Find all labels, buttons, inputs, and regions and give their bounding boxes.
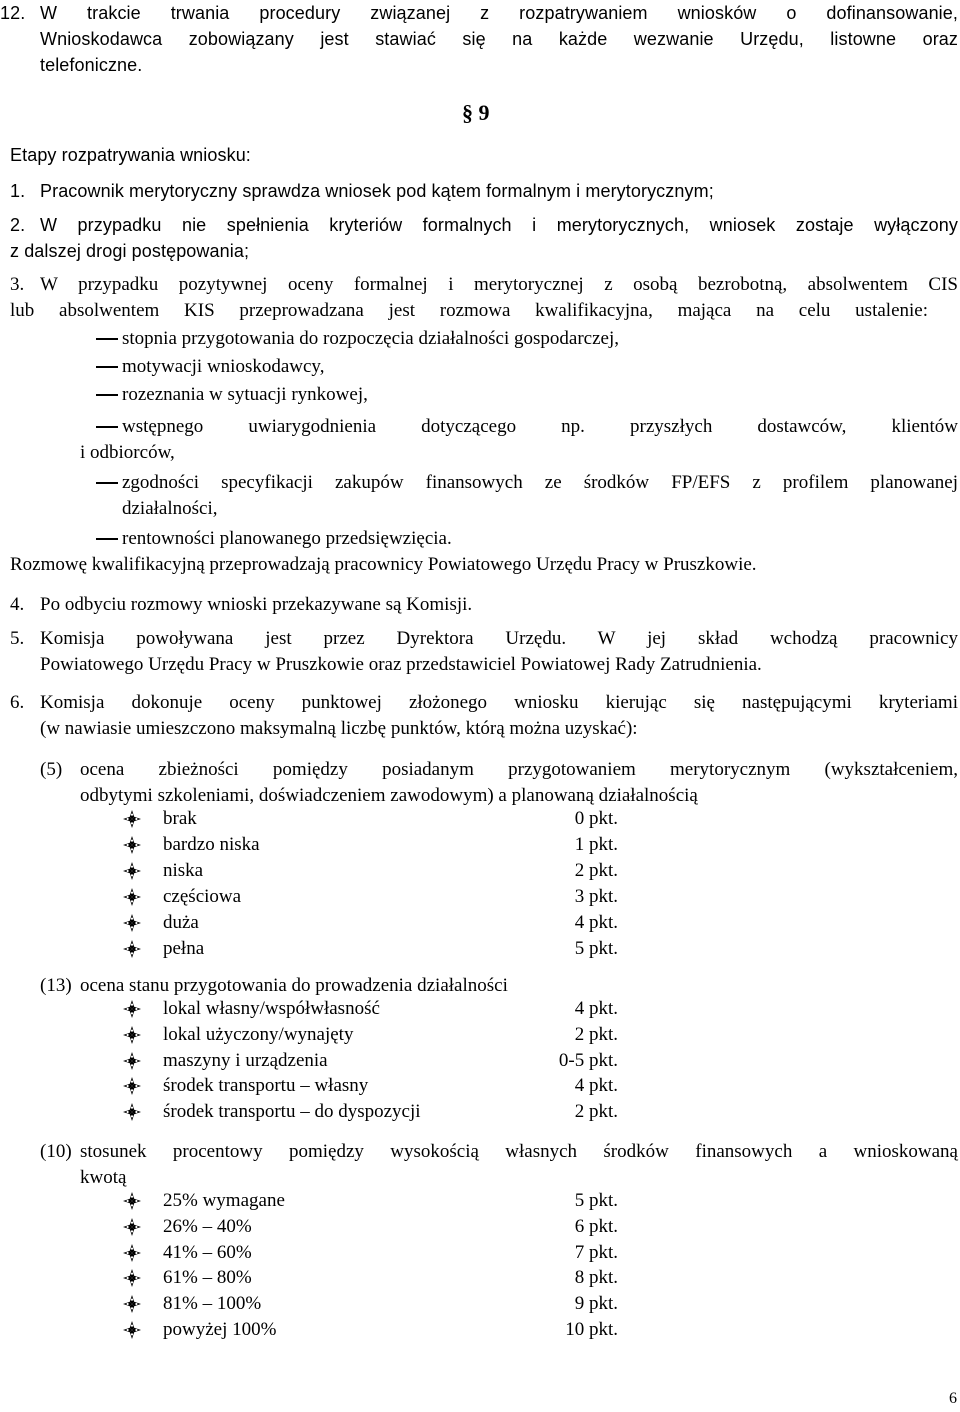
criterion-option-label: środek transportu – do dyspozycji bbox=[163, 1101, 421, 1123]
criterion-option-label: 61% – 80% bbox=[163, 1267, 252, 1289]
dash-bullet bbox=[96, 482, 118, 484]
criterion-option-label: pełna bbox=[163, 938, 205, 959]
diamond-bullet-icon bbox=[122, 939, 142, 959]
section-number: 9 bbox=[478, 100, 490, 125]
step-2-number: 2. bbox=[10, 215, 26, 235]
dash-bullet bbox=[96, 338, 118, 340]
criterion-option-points: 4 pkt. bbox=[574, 912, 618, 933]
criterion-max-points: (13) bbox=[40, 975, 72, 996]
item-12-line2: Wnioskodawca zobowiązany jest stawiać się na każde wezwanie Urzędu, listowne oraz bbox=[40, 29, 958, 49]
step-3-dash-5-line1: zgodności specyfikacji zakupów finansowych ze środków FP/EFS z profilem planowanej bbox=[122, 472, 958, 493]
step-5-number: 5. bbox=[10, 628, 25, 649]
step-2-line2: z dalszej drogi postępowania; bbox=[10, 241, 250, 261]
criterion-3-line2: kwotą bbox=[80, 1167, 127, 1188]
criterion-2-line1: ocena stanu przygotowania do prowadzenia działalności bbox=[80, 975, 508, 996]
criterion-option-points: 1 pkt. bbox=[574, 834, 618, 855]
criterion-option-points: 2 pkt. bbox=[574, 1101, 618, 1123]
step-3-dash-5-line2: działalności, bbox=[122, 498, 218, 519]
step-3-closing: Rozmowę kwalifikacyjną przeprowadzają pracownicy Powiatowego Urzędu Pracy w Pruszkowie. bbox=[10, 554, 757, 575]
diamond-bullet-icon bbox=[122, 1051, 142, 1071]
step-2-line1: W przypadku nie spełnienia kryteriów formalnych i merytorycznych, wniosek zostaje wyłączony bbox=[40, 215, 958, 235]
diamond-bullet-icon bbox=[122, 1102, 142, 1122]
diamond-bullet-icon bbox=[122, 1217, 142, 1237]
step-6-line2: (w nawiasie umieszczono maksymalną liczbę punktów, którą można uzyskać): bbox=[40, 718, 638, 739]
criterion-option-label: 81% – 100% bbox=[163, 1293, 262, 1315]
step-3-number: 3. bbox=[10, 274, 25, 295]
step-3-line1: W przypadku pozytywnej oceny formalnej i merytorycznej z osobą bezrobotną, absolwentem CIS bbox=[40, 274, 958, 295]
criterion-option-label: częściowa bbox=[163, 886, 242, 907]
step-4-number: 4. bbox=[10, 594, 25, 615]
dash-bullet bbox=[96, 538, 118, 540]
diamond-bullet-icon bbox=[122, 999, 142, 1019]
criterion-option-label: lokal użyczony/wynajęty bbox=[163, 1023, 354, 1045]
criterion-option-label: środek transportu – własny bbox=[163, 1075, 369, 1097]
criterion-option-label: powyżej 100% bbox=[163, 1319, 277, 1340]
item-12-number: 12. bbox=[0, 3, 26, 23]
criterion-option-points: 3 pkt. bbox=[574, 886, 618, 907]
diamond-bullet-icon bbox=[122, 913, 142, 933]
criterion-option-label: bardzo niska bbox=[163, 834, 260, 855]
diamond-bullet-icon bbox=[122, 1268, 142, 1288]
step-5-line2: Powiatowego Urzędu Pracy w Pruszkowie oraz przedstawiciel Powiatowej Rady Zatrudnienia. bbox=[40, 654, 762, 675]
step-3-dash-1: stopnia przygotowania do rozpoczęcia działalności gospodarczej, bbox=[122, 328, 619, 349]
stages-heading: Etapy rozpatrywania wniosku: bbox=[10, 145, 251, 165]
dash-bullet bbox=[96, 366, 118, 368]
section-heading bbox=[462, 100, 490, 126]
step-4-text: Po odbyciu rozmowy wnioski przekazywane są Komisji. bbox=[40, 594, 473, 615]
diamond-bullet-icon bbox=[122, 1243, 142, 1263]
criterion-1-line1: ocena zbieżności pomiędzy posiadanym przygotowaniem merytorycznym (wykształceniem, bbox=[80, 759, 958, 780]
criterion-option-label: duża bbox=[163, 912, 199, 933]
criterion-option-points: 9 pkt. bbox=[574, 1293, 618, 1315]
criterion-option-points: 0-5 pkt. bbox=[558, 1049, 618, 1071]
diamond-bullet-icon bbox=[122, 887, 142, 907]
criterion-option-points: 6 pkt. bbox=[574, 1215, 618, 1237]
criterion-option-label: 26% – 40% bbox=[163, 1215, 252, 1237]
item-12-line3: telefoniczne. bbox=[40, 55, 143, 75]
diamond-bullet-icon bbox=[122, 861, 142, 881]
dash-bullet bbox=[96, 394, 118, 396]
criterion-option-points: 0 pkt. bbox=[574, 808, 618, 829]
step-3-line2: lub absolwentem KIS przeprowadzana jest rozmowa kwalifikacyjna, mająca na celu ustalenie: bbox=[10, 300, 928, 321]
criterion-option-label: brak bbox=[163, 808, 197, 829]
criterion-option-points: 4 pkt. bbox=[574, 1075, 618, 1097]
diamond-bullet-icon bbox=[122, 809, 142, 829]
diamond-bullet-icon bbox=[122, 1294, 142, 1314]
step-3-dash-2: motywacji wnioskodawcy, bbox=[122, 356, 325, 377]
criterion-option-points: 4 pkt. bbox=[574, 998, 618, 1019]
criterion-option-points: 10 pkt. bbox=[565, 1319, 618, 1340]
diamond-bullet-icon bbox=[122, 1076, 142, 1096]
criterion-max-points: (5) bbox=[40, 759, 63, 780]
criterion-max-points: (10) bbox=[40, 1141, 72, 1162]
criterion-option-label: lokal własny/współwłasność bbox=[163, 998, 380, 1019]
diamond-bullet-icon bbox=[122, 1320, 142, 1340]
step-5-line1: Komisja powoływana jest przez Dyrektora Urzędu. W jej skład wchodzą pracownicy bbox=[40, 628, 958, 649]
criterion-option-label: 41% – 60% bbox=[163, 1241, 252, 1263]
step-3-dash-3: rozeznania w sytuacji rynkowej, bbox=[122, 384, 368, 405]
diamond-bullet-icon bbox=[122, 835, 142, 855]
step-1-text: Pracownik merytoryczny sprawdza wniosek pod kątem formalnym i merytorycznym; bbox=[40, 181, 714, 201]
criterion-option-points: 8 pkt. bbox=[574, 1267, 618, 1289]
page-number: 6 bbox=[949, 1390, 957, 1407]
criterion-option-label: maszyny i urządzenia bbox=[163, 1049, 328, 1071]
diamond-bullet-icon bbox=[122, 1191, 142, 1211]
dash-bullet bbox=[96, 426, 118, 428]
criterion-option-points: 2 pkt. bbox=[574, 860, 618, 881]
criterion-option-points: 5 pkt. bbox=[574, 1190, 618, 1211]
criterion-3-line1: stosunek procentowy pomiędzy wysokością własnych środków finansowych a wnioskowaną bbox=[80, 1141, 958, 1162]
step-3-dash-4-line1: wstępnego uwiarygodnienia dotyczącego np. przyszłych dostawców, klientów bbox=[122, 416, 958, 437]
section-symbol: § bbox=[462, 100, 473, 125]
diamond-bullet-icon bbox=[122, 1025, 142, 1045]
item-12-line1: W trakcie trwania procedury związanej z rozpatrywaniem wniosków o dofinansowanie, bbox=[40, 3, 958, 23]
step-1-number: 1. bbox=[10, 181, 26, 201]
step-3-dash-6: rentowności planowanego przedsięwzięcia. bbox=[122, 528, 452, 549]
criterion-option-points: 5 pkt. bbox=[574, 938, 618, 959]
step-3-dash-4-line2: i odbiorców, bbox=[80, 442, 175, 463]
criterion-option-points: 2 pkt. bbox=[574, 1023, 618, 1045]
criterion-option-points: 7 pkt. bbox=[574, 1241, 618, 1263]
criterion-1-line2: odbytymi szkoleniami, doświadczeniem zawodowym) a planowaną działalnością bbox=[80, 785, 698, 806]
criterion-option-label: niska bbox=[163, 860, 204, 881]
criterion-option-label: 25% wymagane bbox=[163, 1190, 285, 1211]
step-6-line1: Komisja dokonuje oceny punktowej złożonego wniosku kierując się następującymi kryteriami bbox=[40, 692, 958, 713]
step-6-number: 6. bbox=[10, 692, 25, 713]
